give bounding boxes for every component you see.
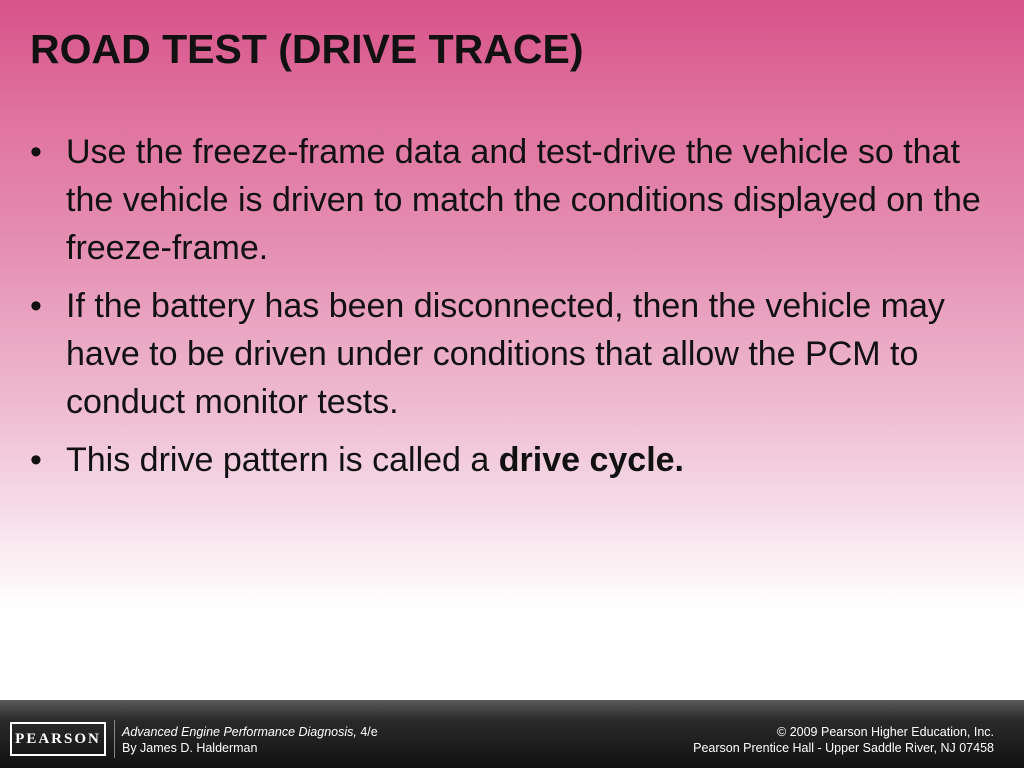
bullet-text: If the battery has been disconnected, then the vehicle may have to be driven under conditions that allow the PCM to conduct monitor tests. bbox=[66, 287, 945, 421]
book-edition: 4/e bbox=[356, 725, 378, 739]
book-title: Advanced Engine Performance Diagnosis, bbox=[122, 725, 357, 739]
publisher-text: Pearson Prentice Hall - Upper Saddle River, NJ 07458 bbox=[693, 741, 994, 755]
footer-publisher-info bbox=[693, 724, 994, 756]
bullet-item bbox=[30, 128, 995, 272]
copyright-text: © 2009 Pearson Higher Education, Inc. bbox=[777, 725, 994, 739]
bullet-marker: • bbox=[30, 287, 42, 325]
bullet-text: Use the freeze-frame data and test-drive the vehicle so that the vehicle is driven to match the conditions displayed on the freeze-frame. bbox=[66, 133, 981, 267]
bullet-item bbox=[30, 436, 995, 484]
bullet-marker: • bbox=[30, 133, 42, 171]
footer-bar bbox=[0, 700, 1024, 768]
book-author: By James D. Halderman bbox=[122, 741, 258, 755]
bullet-text: This drive pattern is called a bbox=[66, 441, 499, 479]
bullet-list bbox=[30, 128, 995, 494]
bullet-item bbox=[30, 282, 995, 426]
footer-divider bbox=[114, 720, 115, 758]
bold-term: drive cycle. bbox=[498, 441, 685, 479]
slide-title: ROAD TEST (DRIVE TRACE) bbox=[30, 26, 584, 72]
footer-book-info bbox=[122, 724, 378, 756]
bullet-marker: • bbox=[30, 441, 42, 479]
book-title-line bbox=[122, 724, 378, 740]
pearson-logo: PEARSON bbox=[10, 722, 106, 756]
